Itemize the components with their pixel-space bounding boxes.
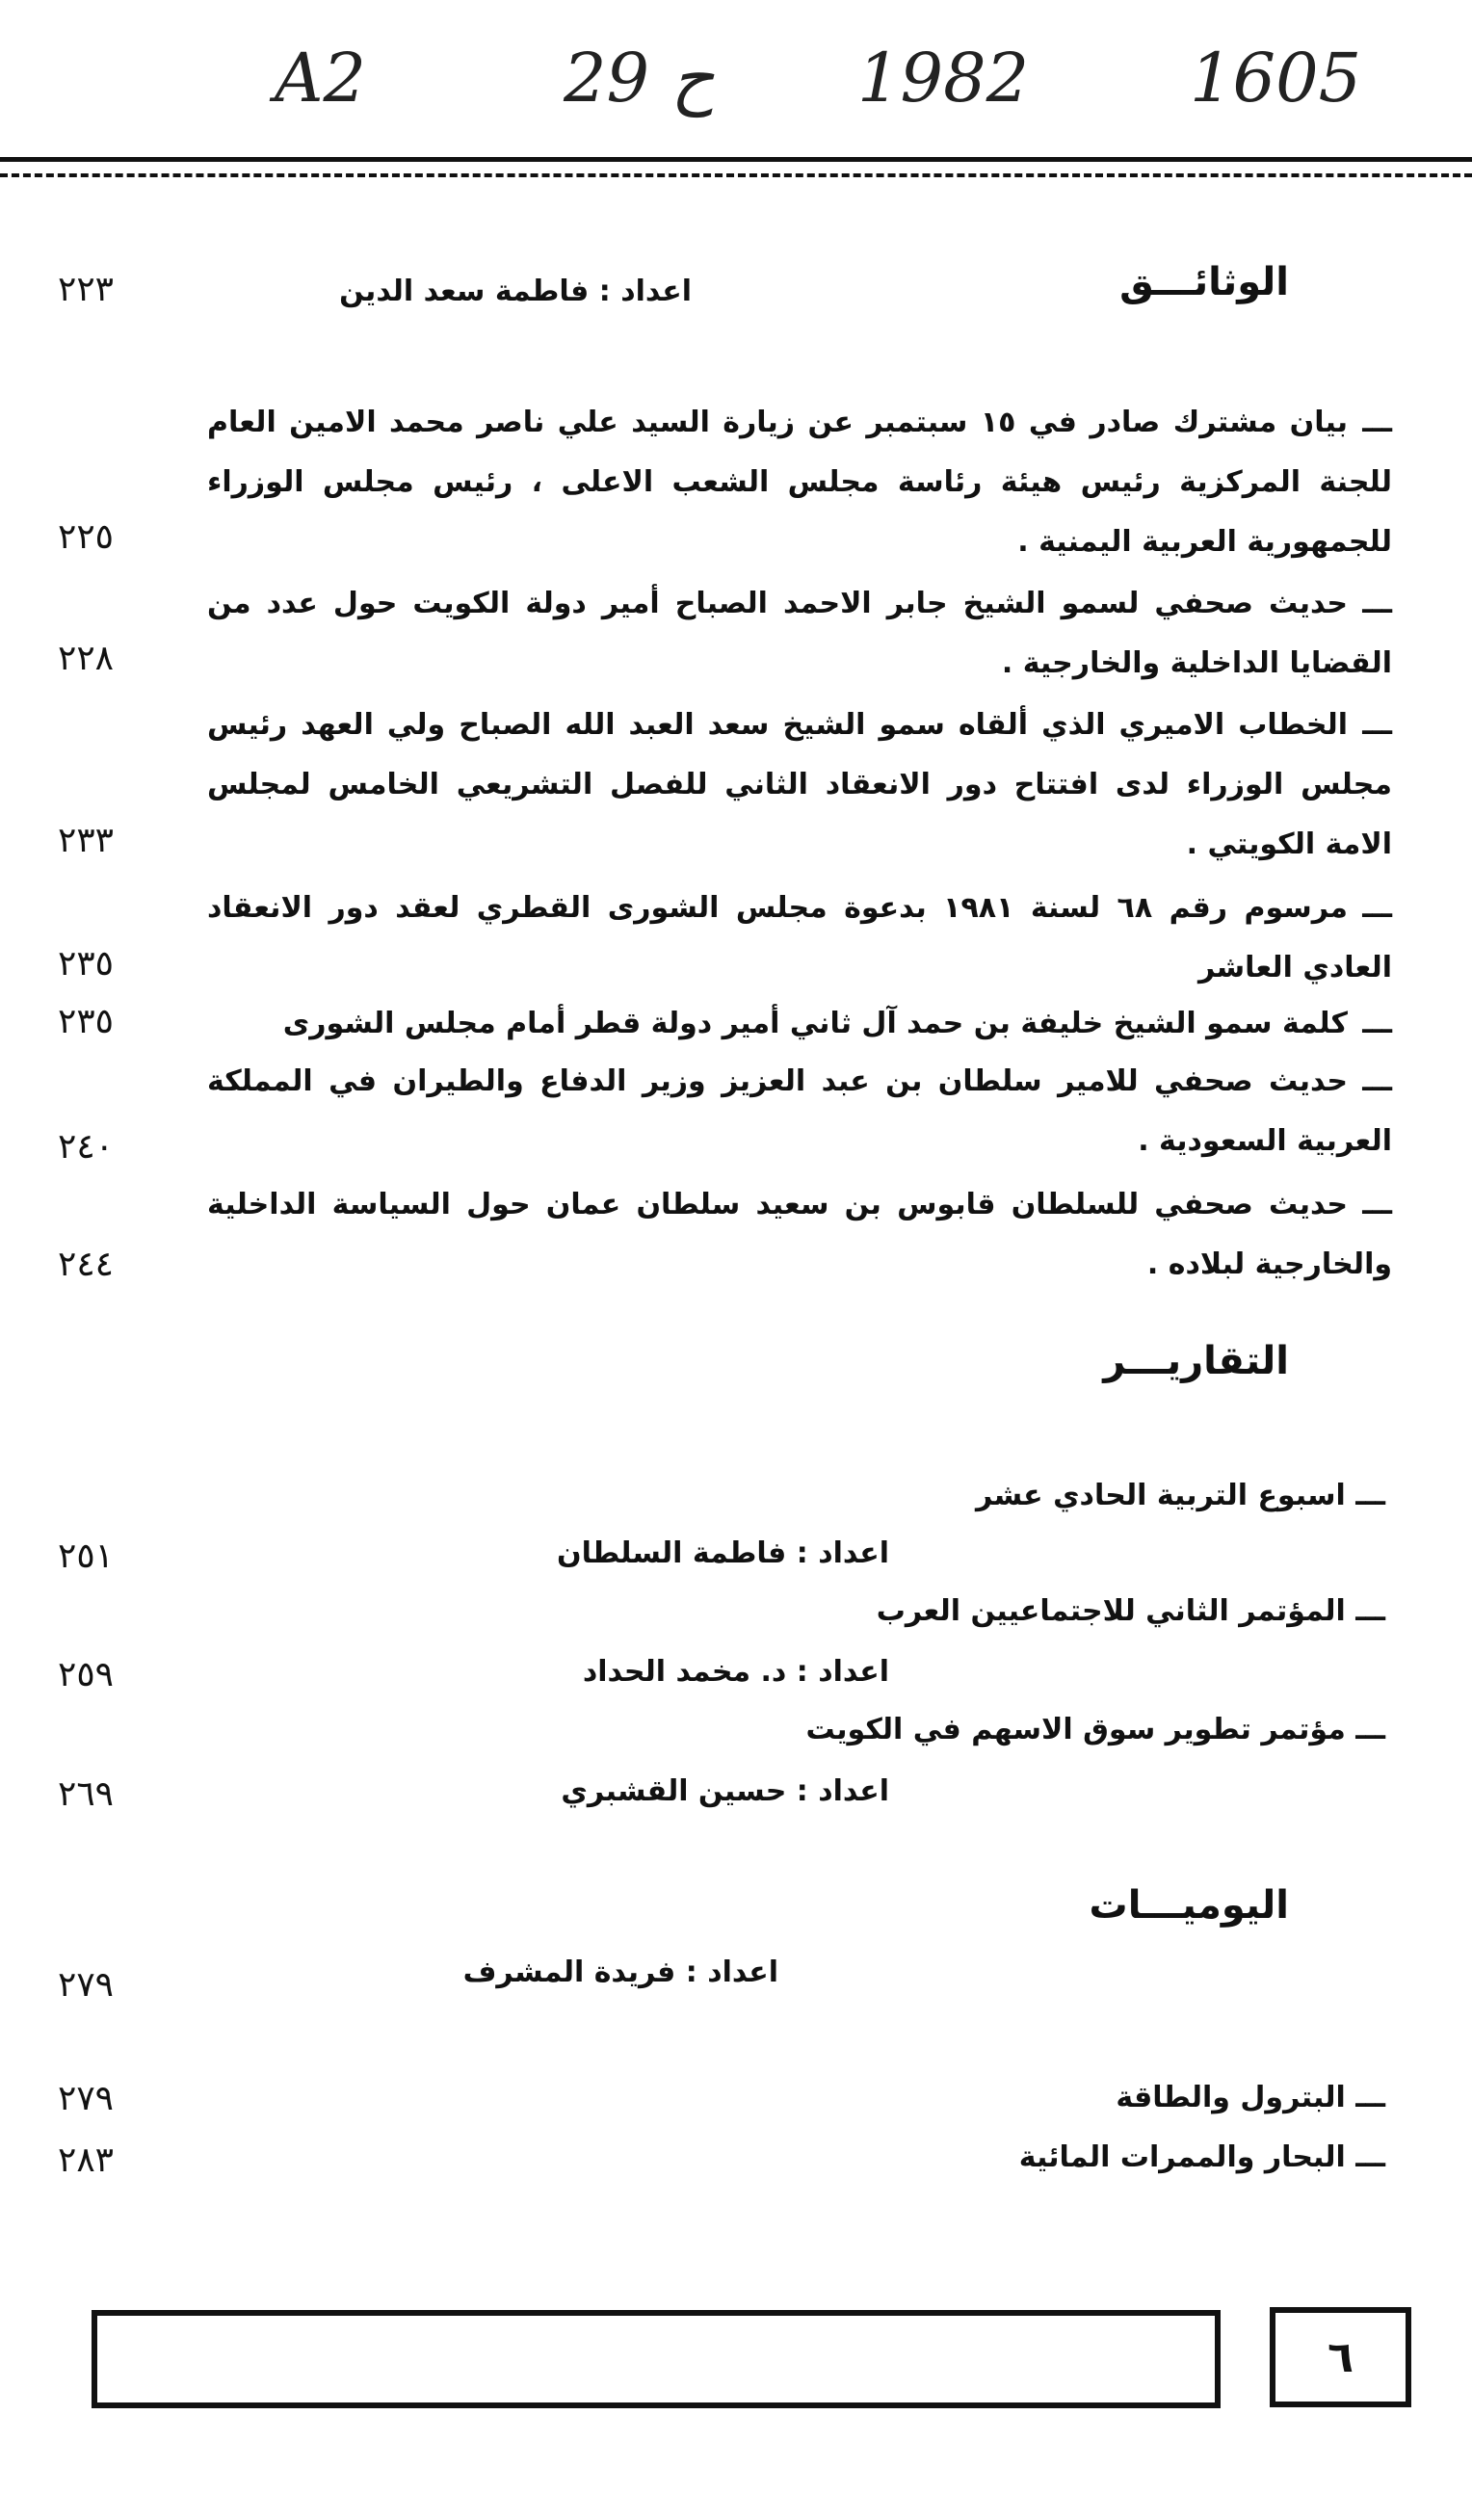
report-author: اعداد : فاطمة السلطان [557, 1536, 889, 1570]
documents-page: ٢٢٣ [58, 270, 115, 309]
diary-page: ٢٧٩ [58, 2079, 115, 2118]
section-title-reports: التقاريـــر [1103, 1339, 1289, 1383]
list-item: ـــالخطاب الاميري الذي ألقاه سمو الشيخ سعد العبد الله الصباح ولي العهد رئيس مجلس الوزراء لدى افتتاح دور الانعقاد الثاني للفصل التشريعي الخامس لمجلس الامة الكويتي . [207, 708, 1392, 861]
diary-page: ٢٨٣ [58, 2140, 115, 2180]
footer-page-number: ٦ [1270, 2307, 1411, 2407]
handwritten-number: 1605 [1190, 39, 1362, 118]
list-item: ـــمرسوم رقم ٦٨ لسنة ١٩٨١ بدعوة مجلس الشورى القطري لعقد دور الانعقاد العادي العاشر [207, 891, 1392, 984]
diary-item: ـــ البحار والممرات المائية [1018, 2140, 1385, 2174]
top-dashed-rule [0, 173, 1472, 177]
list-item-page: ٢٤٠ [58, 1127, 115, 1167]
report-item: ـــ المؤتمر الثاني للاجتماعيين العرب [876, 1594, 1385, 1628]
documents-author: اعداد : فاطمة سعد الدين [339, 275, 692, 308]
list-item: ـــحديث صحفي للامير سلطان بن عبد العزيز وزير الدفاع والطيران في المملكة العربية السعودية . [207, 1064, 1392, 1158]
section-title-documents: الوثائـــق [1119, 260, 1289, 304]
list-item: ـــكلمة سمو الشيخ خليفة بن حمد آل ثاني أمير دولة قطر أمام مجلس الشورى [282, 1007, 1392, 1040]
handwritten-year: 1982 [857, 39, 1030, 118]
diaries-author: اعداد : فريدة المشرف [462, 1956, 778, 1989]
report-author: اعداد : د. مخمد الحداد [582, 1655, 889, 1689]
list-item: ـــبيان مشترك صادر في ١٥ سبتمبر عن زيارة السيد علي ناصر محمد الامين العام للجنة المركزية رئيس هيئة رئاسة مجلس الشعب الاعلى ، رئيس مجلس الوزراء للجمهورية العربية اليمنية . [207, 406, 1393, 559]
list-item-page: ٢٣٣ [58, 821, 115, 860]
handwritten-day: 29 ح [564, 39, 715, 118]
report-page: ٢٥٩ [58, 1655, 115, 1694]
list-item: ـــحديث صحفي لسمو الشيخ جابر الاحمد الصباح أمير دولة الكويت حول عدد من القضايا الداخلية والخارجية . [207, 587, 1392, 680]
top-rule [0, 157, 1472, 162]
footer-frame [92, 2310, 1221, 2408]
list-item: ـــحديث صحفي للسلطان قابوس بن سعيد سلطان عمان حول السياسة الداخلية والخارجية لبلاده . [207, 1188, 1392, 1281]
diaries-page: ٢٧٩ [58, 1965, 115, 2005]
report-item: ـــ مؤتمر تطوير سوق الاسهم في الكويت [805, 1713, 1385, 1746]
list-item-page: ٢٢٨ [58, 639, 115, 678]
section-title-diaries: اليوميـــات [1089, 1883, 1289, 1928]
list-item-page: ٢٣٥ [58, 944, 115, 984]
diary-item: ـــ البترول والطاقة [1116, 2081, 1385, 2114]
list-item-page: ٢٣٥ [58, 1002, 115, 1041]
list-item-page: ٢٢٥ [58, 517, 115, 557]
report-item: ـــ اسبوع التربية الحادي عشر [975, 1479, 1385, 1512]
handwritten-code: A2 [275, 39, 367, 118]
list-item-page: ٢٤٤ [58, 1245, 115, 1284]
report-author: اعداد : حسين القشبري [561, 1774, 889, 1808]
report-page: ٢٦٩ [58, 1774, 115, 1814]
report-page: ٢٥١ [58, 1536, 115, 1576]
